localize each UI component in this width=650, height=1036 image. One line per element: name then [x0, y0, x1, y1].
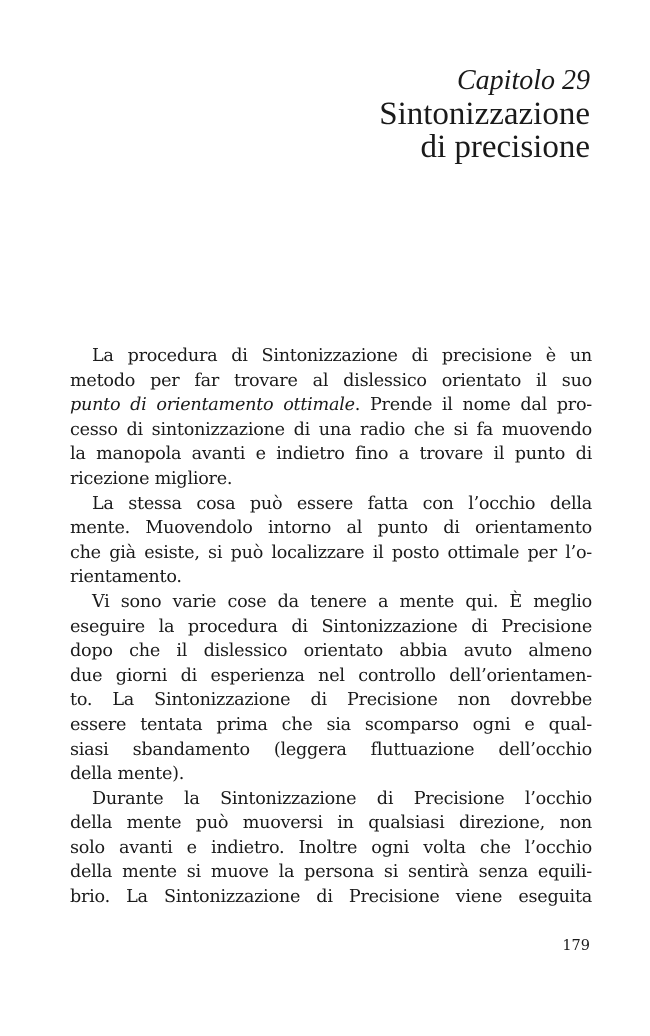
text-line: essere tentata prima che sia scomparso ogni e qual- — [70, 714, 592, 735]
text-line: rientamento. — [70, 567, 182, 588]
text-line: Durante la Sintonizzazione di Precisione l’occhio — [92, 788, 592, 809]
text-line: la manopola avanti e indietro fino a trovare il punto di — [70, 444, 592, 465]
text-line: che già esiste, si può localizzare il posto ottimale per l’o- — [70, 542, 592, 563]
text-line: La stessa cosa può essere fatta con l’occhio della — [92, 493, 592, 514]
text-line: ricezione migliore. — [70, 468, 233, 489]
chapter-title-line-2: di precisione — [420, 129, 590, 165]
text-line-rest: . Prende il nome dal pro- — [354, 395, 592, 416]
text-line: della mente). — [70, 764, 185, 785]
text-line: siasi sbandamento (leggera fluttuazione dell’occhio — [70, 739, 592, 760]
text-line: to. La Sintonizzazione di Precisione non dovrebbe — [70, 690, 592, 711]
text-line — [48, 393, 592, 418]
italic-term: punto di orientamento ottimale — [70, 395, 355, 416]
text-line: cesso di sintonizzazione di una radio che si fa muovendo — [70, 419, 592, 440]
paragraph-4 — [48, 787, 592, 910]
text-line: eseguire la procedura di Sintonizzazione di Precisione — [70, 616, 592, 637]
paragraph-1 — [48, 344, 592, 492]
chapter-header — [379, 66, 590, 164]
chapter-label: Capitolo 29 — [456, 65, 590, 96]
body-text — [48, 344, 592, 910]
chapter-title-line-1: Sintonizzazione — [379, 96, 590, 132]
page-number: 179 — [562, 938, 590, 954]
text-line: La procedura di Sintonizzazione di precisione è un — [92, 346, 592, 366]
text-line: della mente può muoversi in qualsiasi direzione, non — [70, 813, 592, 834]
chapter-title — [379, 98, 590, 164]
text-line: Vi sono varie cose da tenere a mente qui. È meglio — [92, 591, 592, 612]
text-line: mente. Muovendolo intorno al punto di orientamento — [70, 518, 592, 539]
text-line: due giorni di esperienza nel controllo dell’orientamen- — [70, 665, 592, 686]
paragraph-2 — [48, 492, 592, 590]
text-line: dopo che il dislessico orientato abbia avuto almeno — [70, 641, 592, 662]
text-line: della mente si muove la persona si sentirà senza equili- — [70, 862, 592, 883]
text-line: solo avanti e indietro. Inoltre ogni volta che l’occhio — [70, 837, 592, 858]
text-line: brio. La Sintonizzazione di Precisione viene eseguita — [70, 887, 592, 908]
paragraph-3 — [48, 590, 592, 787]
text-line: metodo per far trovare al dislessico orientato il suo — [70, 370, 592, 391]
